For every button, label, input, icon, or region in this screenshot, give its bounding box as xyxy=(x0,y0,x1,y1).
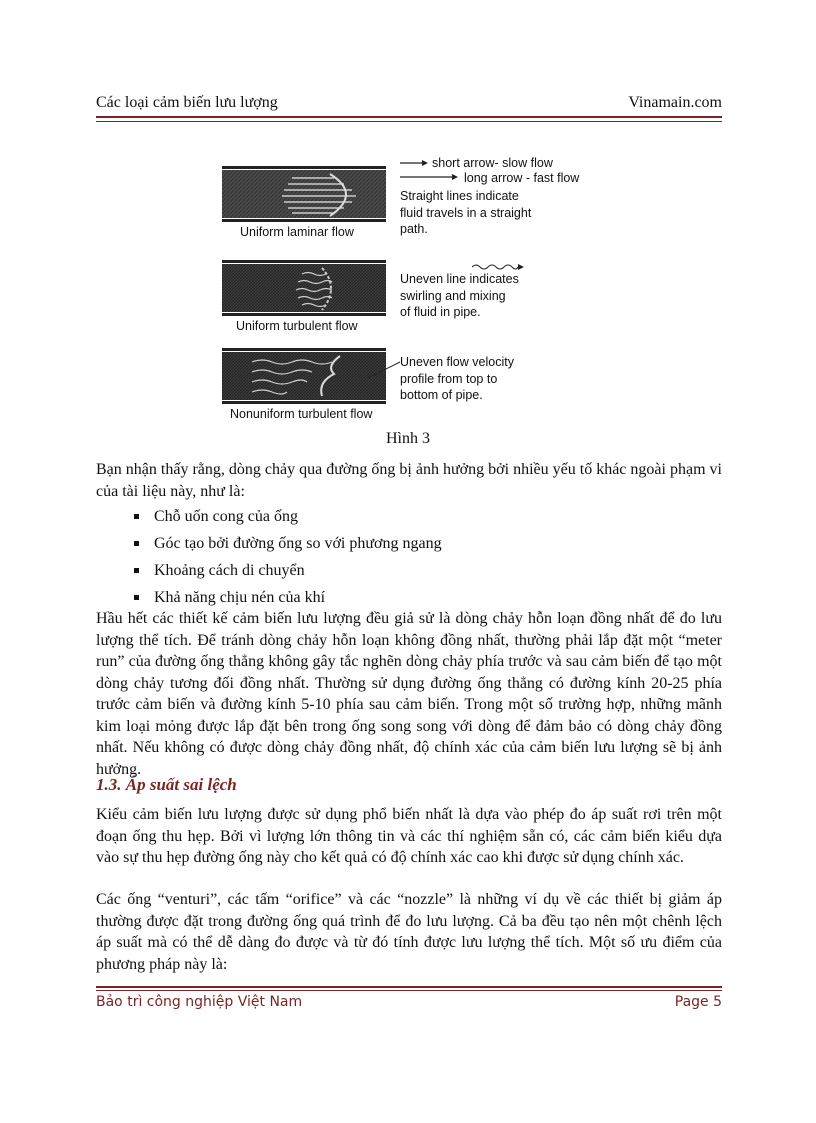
laminar-pipe-image xyxy=(222,166,386,222)
pointer-line-icon xyxy=(366,358,402,382)
figure-caption: Hình 3 xyxy=(386,430,430,447)
flow-figure xyxy=(216,150,616,430)
list-item-text: Khả năng chịu nén của khí xyxy=(154,589,326,606)
note-line: Uneven line indicates xyxy=(400,272,519,286)
note-line: of fluid in pipe. xyxy=(400,305,481,319)
header-rule xyxy=(96,116,722,118)
header-site: Vinamain.com xyxy=(628,94,722,111)
section-heading: 1.3. Áp suất sai lệch xyxy=(96,775,237,794)
page-header xyxy=(96,94,722,116)
list-item-text: Khoảng cách di chuyển xyxy=(154,562,305,579)
long-arrow-icon xyxy=(400,171,462,185)
nonuniform-pipe-image xyxy=(222,348,386,404)
body-paragraph-3: Các ống “venturi”, các tấm “orifice” và các “nozzle” là những ví dụ về các thiết bị giảm áp thường được đặt trong đường ống quá trình để đo lưu lượng. Cả ba đều tạo nên một chênh lệch áp suất mà có thể dễ dàng đo được và từ đó tính được lưu lượng thể tích. Một số ưu điểm của phương pháp này là: xyxy=(96,891,722,973)
list-item xyxy=(132,530,442,557)
note-line: Straight lines indicate xyxy=(400,189,519,203)
list-item-text: Góc tạo bởi đường ống so với phương ngang xyxy=(154,535,442,552)
body-paragraph-2: Kiểu cảm biến lưu lượng được sử dụng phổ biến nhất là dựa vào phép đo áp suất rơi trên một đoạn ống thu hẹp. Bởi vì lượng lớn thông tin và các thí nghiệm sẵn có, các cảm biến kiểu dựa vào sự thu hẹp đường ống này cho kết quả có độ chính xác cao khi được sử dụng chính xác. xyxy=(96,806,722,866)
note-turbulent xyxy=(400,271,519,321)
footer-title: Bảo trì công nghiệp Việt Nam xyxy=(96,994,303,1010)
footer-rule-thin xyxy=(96,990,722,991)
note-laminar xyxy=(400,188,531,238)
header-rule-thin xyxy=(96,121,722,122)
turbulent-caption: Uniform turbulent flow xyxy=(236,319,358,333)
note-line: Uneven flow velocity xyxy=(400,355,514,369)
note-line: swirling and mixing xyxy=(400,288,506,303)
page-number: Page 5 xyxy=(674,994,722,1010)
turbulent-pipe-image xyxy=(222,260,386,316)
list-item xyxy=(132,557,442,584)
list-item xyxy=(132,584,442,611)
note-line: path. xyxy=(400,222,428,236)
list-item xyxy=(132,503,442,530)
body-paragraph-1: Hầu hết các thiết kế cảm biến lưu lượng đều giả sử là dòng chảy hỗn loạn đồng nhất để đo lưu lượng thể tích. Để tránh dòng chảy hỗn loạn không đồng nhất, thường phải lắp đặt một “meter run” của đường ống thẳng không gây tắc nghẽn dòng chảy phía trước và sau cảm biến để tạo một dòng chảy tương đối đồng nhất. Thường sử dụng đường ống thẳng có đường kính 20-25 phía trước cảm biến và đường kính 5-10 phía sau cảm biến. Trong một số trường hợp, những mãnh kim loại mỏng được lắp đặt bên trong ống song song với dòng để đảm bảo có dòng chảy đồng nhất. Nếu không có được dòng chảy đồng nhất, độ chính xác của cảm biến lưu lượng sẽ bị ảnh hưởng. xyxy=(96,610,722,778)
footer-rule xyxy=(96,986,722,988)
list-item-text: Chỗ uốn cong của ống xyxy=(154,508,298,525)
intro-paragraph: Bạn nhận thấy rằng, dòng chảy qua đường ống bị ảnh hưởng bởi nhiều yếu tố khác ngoài phạm vi của tài liệu này, như là: xyxy=(96,461,722,500)
note-line: fluid travels in a straight xyxy=(400,205,532,220)
header-title: Các loại cảm biến lưu lượng xyxy=(96,94,278,111)
laminar-caption: Uniform laminar flow xyxy=(240,225,354,239)
legend-long: long arrow - fast flow xyxy=(464,171,580,185)
legend-short: short arrow- slow flow xyxy=(432,156,553,170)
nonuniform-caption: Nonuniform turbulent flow xyxy=(230,407,373,421)
note-nonuniform xyxy=(400,354,514,404)
page-footer xyxy=(96,994,722,1016)
note-line: bottom of pipe. xyxy=(400,388,483,402)
note-line: profile from top to xyxy=(400,371,498,386)
factor-list xyxy=(132,503,442,611)
